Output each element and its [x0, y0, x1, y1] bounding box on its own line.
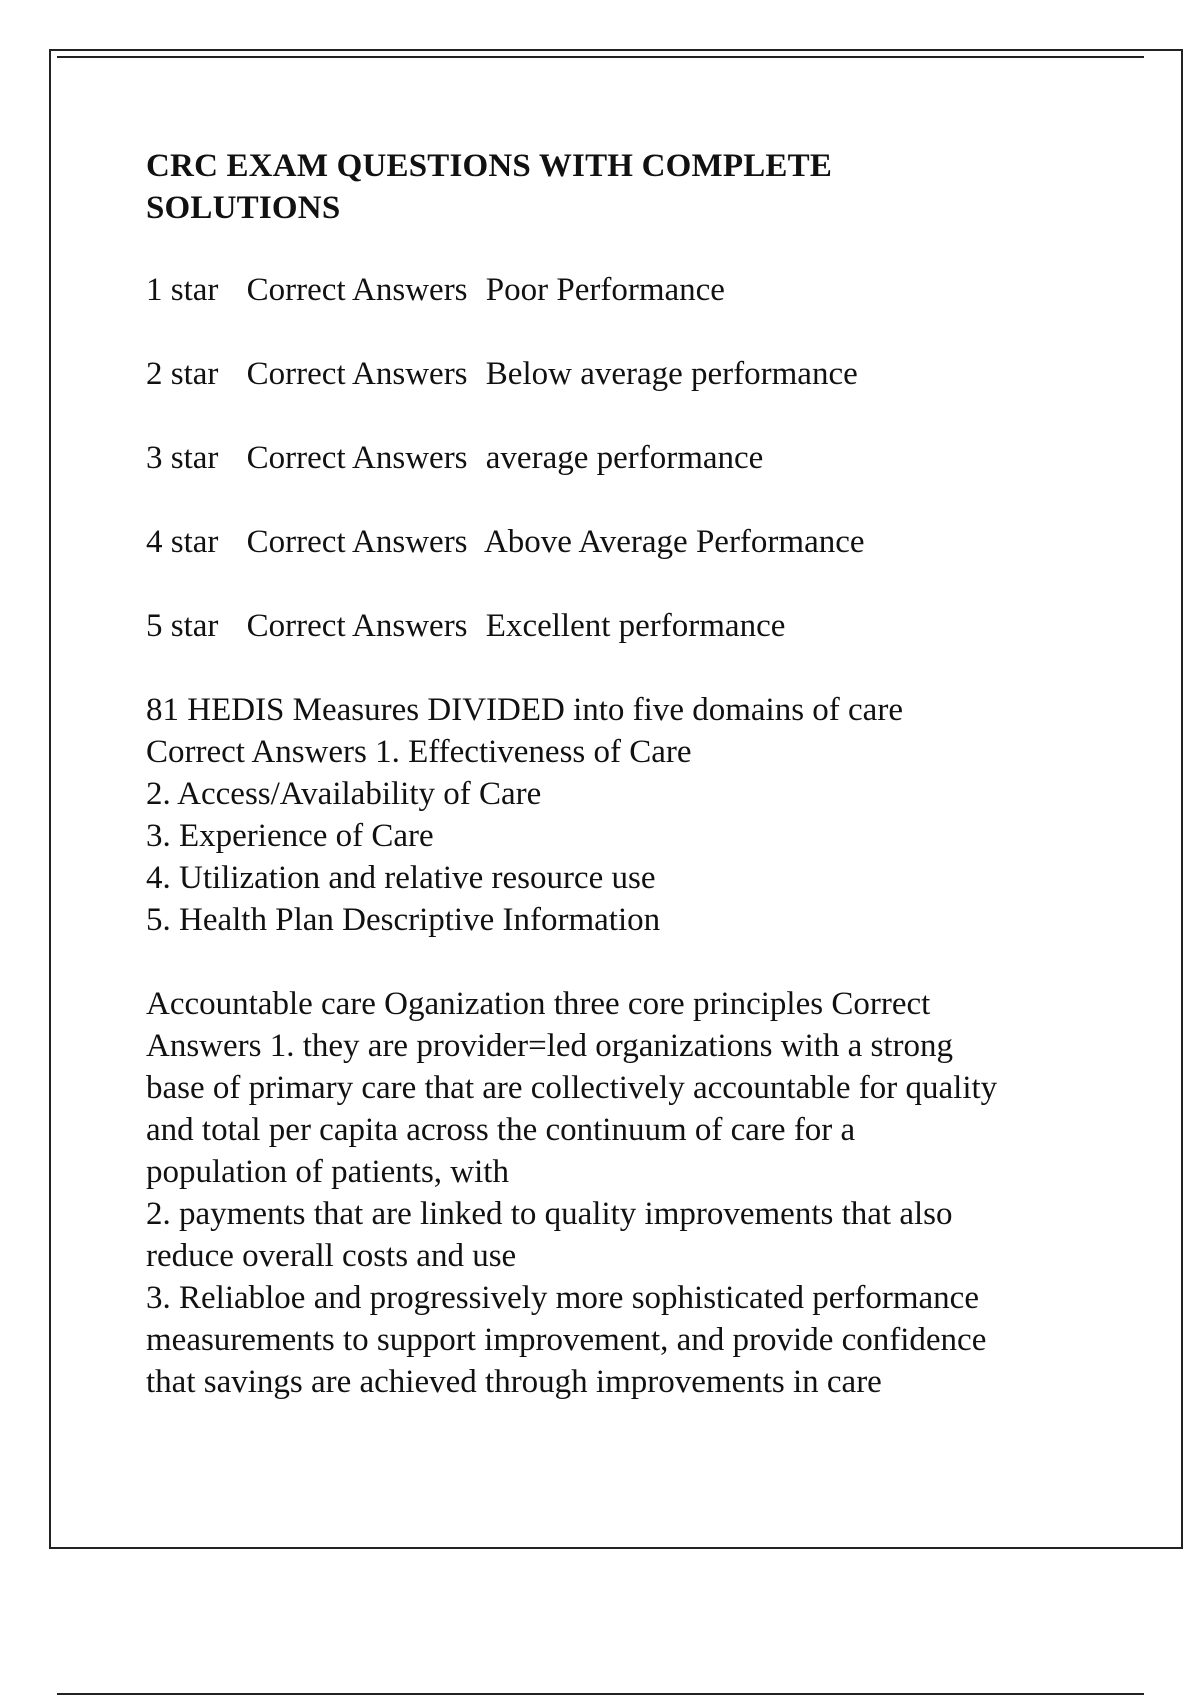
answer: Above Average Performance [483, 524, 865, 560]
aco-line-3: base of primary care that are collectively accountable for quality [146, 1070, 998, 1106]
aco-line-10: that savings are achieved through improvements in care [146, 1364, 882, 1400]
question: 3 star [146, 440, 219, 476]
answer-label: Correct Answers [246, 524, 468, 560]
aco-line-1: Accountable care Oganization three core principles Correct [146, 986, 931, 1022]
answer: average performance [485, 440, 764, 476]
hedis-line-6: 5. Health Plan Descriptive Information [146, 902, 661, 938]
aco-line-5: population of patients, with [146, 1154, 509, 1190]
qa-item-3 [146, 437, 1096, 479]
question: 2 star [146, 356, 219, 392]
aco-line-4: and total per capita across the continuum of care for a [146, 1112, 856, 1148]
hedis-line-2: Correct Answers 1. Effectiveness of Care [146, 734, 692, 770]
answer-label: Correct Answers [246, 608, 468, 644]
title-line-1: CRC EXAM QUESTIONS WITH COMPLETE [146, 148, 833, 184]
qa-item-1 [146, 269, 1096, 311]
aco-line-6: 2. payments that are linked to quality improvements that also [146, 1196, 953, 1232]
question: 5 star [146, 608, 219, 644]
qa-item-4 [146, 521, 1096, 563]
qa-item-5 [146, 605, 1096, 647]
question: 1 star [146, 272, 219, 308]
hedis-line-1: 81 HEDIS Measures DIVIDED into five domains of care [146, 692, 903, 728]
document-body [146, 145, 1096, 1445]
answer-label: Correct Answers [246, 272, 468, 308]
answer-label: Correct Answers [246, 356, 468, 392]
aco-line-9: measurements to support improvement, and provide confidence [146, 1322, 987, 1358]
bottom-rule [57, 1693, 1144, 1695]
hedis-line-3: 2. Access/Availability of Care [146, 776, 542, 812]
hedis-line-5: 4. Utilization and relative resource use [146, 860, 656, 896]
aco-line-7: reduce overall costs and use [146, 1238, 517, 1274]
hedis-line-4: 3. Experience of Care [146, 818, 434, 854]
aco-line-8: 3. Reliabloe and progressively more sophisticated performance [146, 1280, 979, 1316]
title-line-2: SOLUTIONS [146, 190, 341, 226]
question: 4 star [146, 524, 219, 560]
document-title [146, 145, 1096, 229]
answer: Below average performance [485, 356, 858, 392]
answer-label: Correct Answers [246, 440, 468, 476]
answer: Poor Performance [485, 272, 725, 308]
qa-item-aco [146, 983, 1096, 1403]
qa-item-hedis [146, 689, 1096, 941]
aco-line-2: Answers 1. they are provider=led organizations with a strong [146, 1028, 954, 1064]
answer: Excellent performance [485, 608, 786, 644]
qa-item-2 [146, 353, 1096, 395]
